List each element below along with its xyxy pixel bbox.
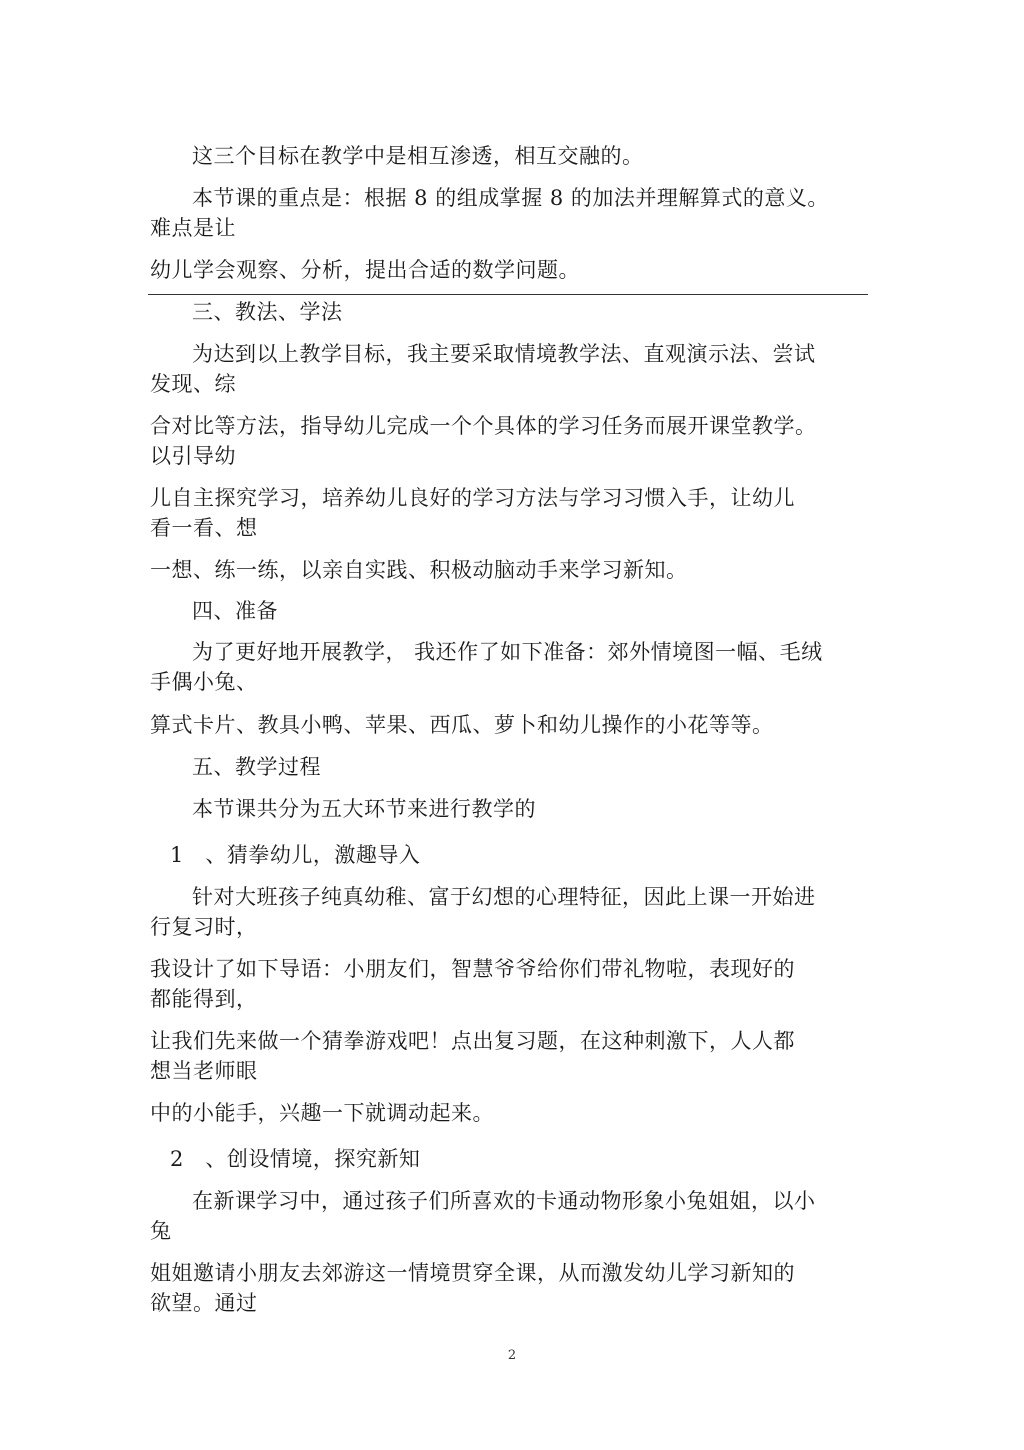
section-heading: 四、准备 — [192, 599, 278, 623]
paragraph-line: 让我们先来做一个猜拳游戏吧！点出复习题，在这种刺激下，人人都 — [150, 1029, 795, 1053]
paragraph-line: 这三个目标在教学中是相互渗透，相互交融的。 — [192, 144, 644, 168]
paragraph-line: 在新课学习中，通过孩子们所喜欢的卡通动物形象小兔姐姐，以小 — [192, 1189, 816, 1213]
paragraph-line: 兔 — [150, 1219, 172, 1243]
paragraph-line: 本节课共分为五大环节来进行教学的 — [192, 797, 536, 821]
paragraph-line: 针对大班孩子纯真幼稚、富于幻想的心理特征，因此上课一开始进 — [192, 885, 816, 909]
paragraph-line: 为达到以上教学目标，我主要采取情境教学法、直观演示法、尝试 — [192, 342, 816, 366]
paragraph-line: 为了更好地开展教学， 我还作了如下准备：郊外情境图一幅、毛绒 — [192, 640, 823, 664]
paragraph-line: 儿自主探究学习，培养幼儿良好的学习方法与学习习惯入手，让幼儿 — [150, 486, 795, 510]
paragraph-line: 本节课的重点是：根据 8 的组成掌握 8 的加法并理解算式的意义。 — [192, 186, 829, 210]
paragraph-line: 我设计了如下导语：小朋友们，智慧爷爷给你们带礼物啦，表现好的 — [150, 957, 795, 981]
subsection-heading: 1 、猜拳幼儿，激趣导入 — [170, 843, 421, 867]
section-heading: 三、教法、学法 — [192, 300, 343, 324]
paragraph-line: 行复习时， — [150, 915, 258, 939]
paragraph-line: 看一看、想 — [150, 516, 258, 540]
subsection-heading: 2 、创设情境，探究新知 — [170, 1147, 421, 1171]
paragraph-line: 以引导幼 — [150, 444, 236, 468]
page-number: 2 — [507, 1348, 517, 1363]
paragraph-line: 想当老师眼 — [150, 1059, 258, 1083]
paragraph-line: 欲望。通过 — [150, 1291, 258, 1315]
horizontal-rule — [148, 294, 868, 295]
paragraph-line: 都能得到， — [150, 987, 258, 1011]
paragraph-line: 幼儿学会观察、分析，提出合适的数学问题。 — [150, 258, 580, 282]
paragraph-line: 难点是让 — [150, 216, 236, 240]
paragraph-line: 姐姐邀请小朋友去郊游这一情境贯穿全课，从而激发幼儿学习新知的 — [150, 1261, 795, 1285]
section-heading: 五、教学过程 — [192, 755, 321, 779]
paragraph-line: 合对比等方法，指导幼儿完成一个个具体的学习任务而展开课堂教学。 — [150, 414, 817, 438]
paragraph-line: 一想、练一练，以亲自实践、积极动脑动手来学习新知。 — [150, 558, 688, 582]
paragraph-line: 算式卡片、教具小鸭、苹果、西瓜、萝卜和幼儿操作的小花等等。 — [150, 713, 774, 737]
paragraph-line: 手偶小兔、 — [150, 670, 258, 694]
paragraph-line: 发现、综 — [150, 372, 236, 396]
paragraph-line: 中的小能手，兴趣一下就调动起来。 — [150, 1101, 494, 1125]
